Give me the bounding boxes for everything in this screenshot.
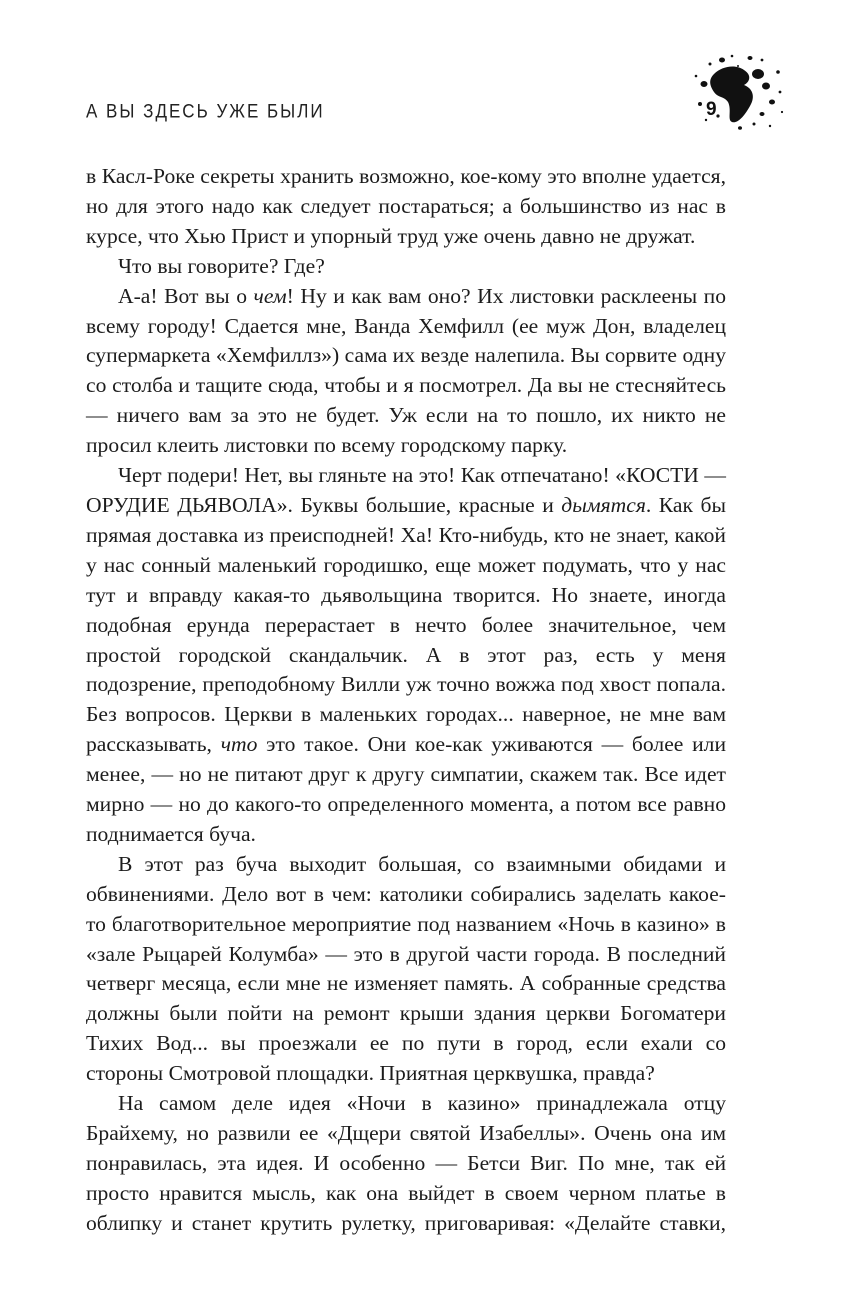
paragraph <box>86 282 726 461</box>
paragraph: в Касл-Роке секреты хранить возможно, кое-кому это вполне удается, но для этого надо как следует постараться; а большинство из нас в курсе, что Хью Прист и упорный труд уже очень давно не дружат. <box>86 164 726 248</box>
body-text <box>86 162 726 1239</box>
emphasis: что <box>220 732 258 757</box>
text-run: А-а! Вот вы о <box>118 283 254 308</box>
text-run: Черт подери! Нет, вы гляньте на это! Как отпечатано! «КОСТИ — ОРУДИЕ ДЬЯВОЛА». Буквы большие, красные и <box>86 463 726 517</box>
paragraph <box>86 461 726 850</box>
paragraph: В этот раз буча выходит большая, со взаимными обидами и обвинениями. Дело вот в чем: католики собирались заделать какое-то благотворительное мероприятие под названием «Ночь в казино» в «зале Рыцарей Колумба» — это в другой части города. В последний четверг месяца, если мне не изменяет память. А собранные средства должны были пойти на ремонт крыши здания церкви Богоматери Тихих Вод... вы проезжали ее по пути в город, если ехали со стороны Смотровой площадки. Приятная церквушка, правда? <box>86 851 726 1086</box>
emphasis: дымятся <box>561 492 646 517</box>
paragraph: На самом деле идея «Ночи в казино» принадлежала отцу Брайхему, но развили ее «Дщери святой Изабеллы». Очень она им понравилась, эта идея. И особенно — Бетси Виг. По мне, так ей просто нравится мысль, как она выйдет в своем черном платье в облипку и станет крутить рулетку, приговаривая: «Делайте ставки, <box>86 1091 726 1235</box>
page-number: 9 <box>706 99 717 120</box>
text-run: это такое. Они кое-как уживаются — более или менее, — но не питают друг к другу симпатии, скажем так. Все идет мирно — но до какого-то определенного момента, а потом все равно поднимается буча. <box>86 732 727 846</box>
emphasis: чем <box>253 283 287 308</box>
text-run: ! Ну и как вам оно? Их листовки расклеены по всему городу! Сдается мне, Ванда Хемфилл (ее муж Дон, владелец супермаркета «Хемфиллз») сама их везде налепила. Вы сорвите одну со столба и тащите сюда, чтобы и я посмотрел. Да вы не стесняйтесь — ничего вам за это не будет. Уж если на то пошло, их никто не просил клеить листовки по всему городскому парку. <box>86 283 726 458</box>
text-run: . Как бы прямая доставка из преисподней! Ха! Кто-нибудь, кто не знает, какой у нас сонный маленький городишко, еще может подумать, что у нас тут и вправду какая-то дьявольщина творится. Но знаете, иногда подобная ерунда перерастает в нечто более значительное, чем простой городской скандальчик. А в этот раз, есть у меня подозрение, преподобному Вилли уж точно вожжа под хвост попала. Без вопросов. Церкви в маленьких городах... наверное, не мне вам рассказывать, <box>86 492 726 757</box>
running-header: А ВЫ ЗДЕСЬ УЖЕ БЫЛИ <box>86 100 325 122</box>
paragraph: Что вы говорите? Где? <box>118 253 325 278</box>
